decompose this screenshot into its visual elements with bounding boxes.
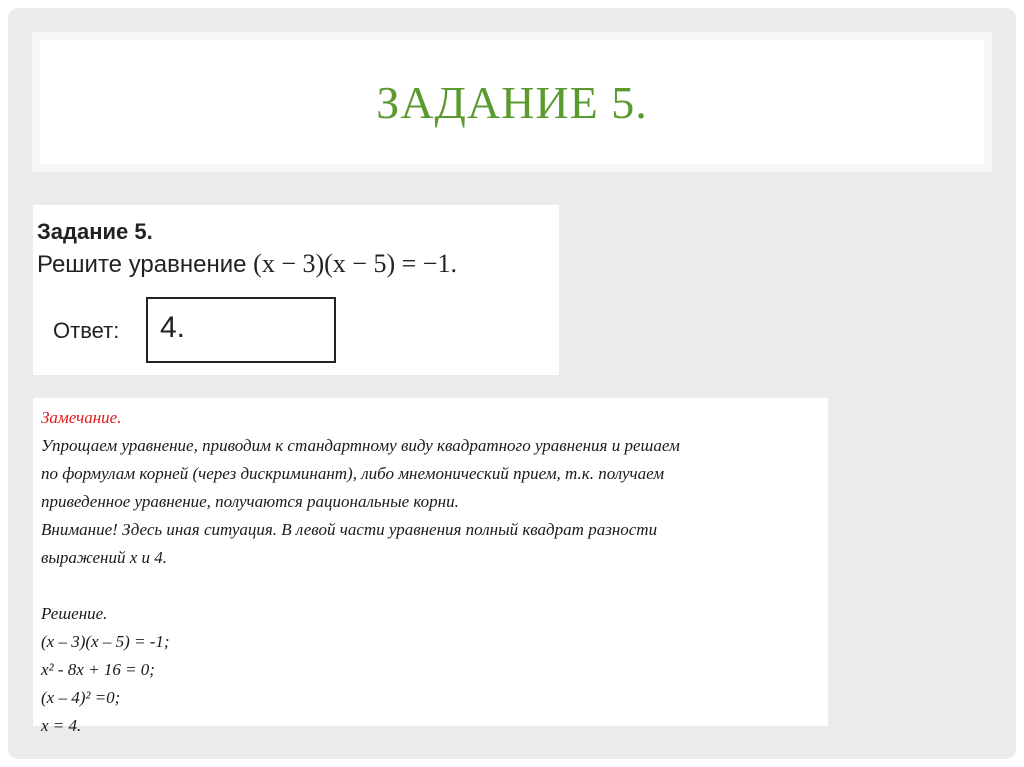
note-line: выражений x и 4.: [41, 548, 168, 567]
note-image: [33, 398, 828, 735]
note-content: [41, 404, 821, 740]
solution-step: x² - 8x + 16 = 0;: [41, 660, 155, 679]
note-line: приведенное уравнение, получаются рациональные корни.: [41, 492, 459, 511]
note-line: Внимание! Здесь иная ситуация. В левой части уравнения полный квадрат разности: [41, 520, 658, 539]
note-label: Замечание.: [41, 408, 122, 427]
answer-value: 4.: [160, 311, 186, 344]
note-spacer: [41, 572, 821, 600]
task-question-text: Решите уравнение: [37, 251, 254, 278]
task-question: [37, 249, 457, 279]
title-band: [32, 32, 992, 172]
solution-label: Решение.: [41, 604, 108, 623]
slide-title: ЗАДАНИЕ 5.: [376, 76, 648, 128]
solution-step: (x – 3)(x – 5) = -1;: [41, 632, 170, 651]
answer-box: [146, 297, 336, 363]
task-heading: Задание 5.: [37, 219, 153, 244]
solution-step: (x – 4)² =0;: [41, 688, 121, 707]
note-line: по формулам корней (через дискриминант), либо мнемонический прием, т.к. получаем: [41, 464, 665, 483]
task-image: [33, 205, 559, 375]
task-equation: (x − 3)(x − 5) = −1.: [253, 249, 457, 278]
note-line: Упрощаем уравнение, приводим к стандартному виду квадратного уравнения и решаем: [41, 436, 680, 455]
title-area: [40, 40, 984, 164]
solution-step: x = 4.: [41, 716, 82, 735]
answer-label: Ответ:: [53, 318, 120, 343]
